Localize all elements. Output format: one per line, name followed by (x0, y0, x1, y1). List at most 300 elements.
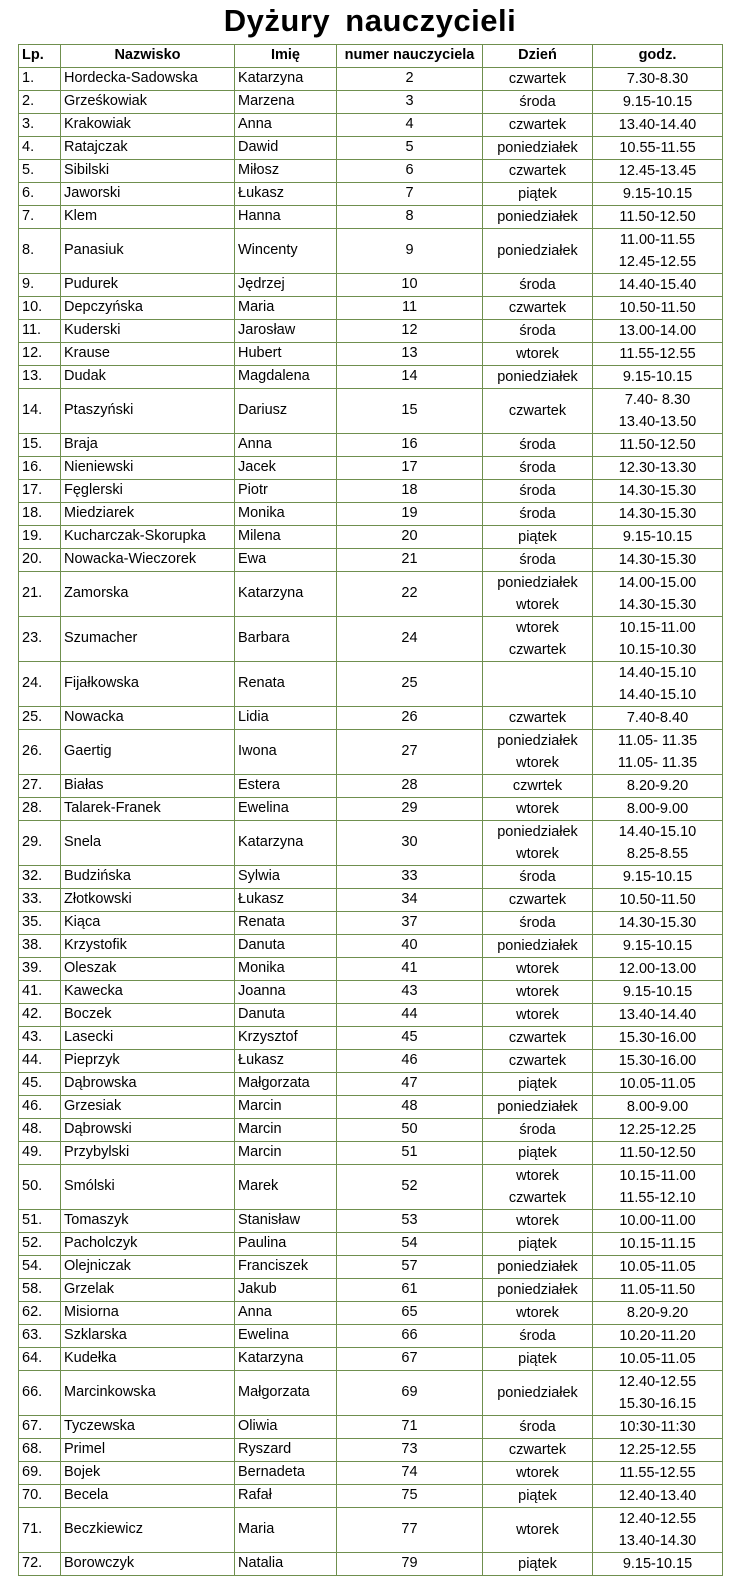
cell-godz-line: 13.40-14.40 (618, 116, 697, 133)
cell-dzien (483, 1438, 593, 1461)
cell-dzien-line: piątek (518, 1555, 557, 1572)
cell-imie: Marzena (235, 90, 337, 113)
cell-dzien-line: wtorek (516, 845, 559, 862)
cell-imie: Piotr (235, 479, 337, 502)
cell-godz-line: 13.40-14.30 (618, 1532, 697, 1549)
cell-imie: Sylwia (235, 865, 337, 888)
cell-imie: Stanisław (235, 1209, 337, 1232)
cell-godz (593, 1255, 723, 1278)
cell-numer: 46 (337, 1049, 483, 1072)
cell-imie: Anna (235, 113, 337, 136)
cell-imie: Dariusz (235, 388, 337, 433)
cell-numer: 67 (337, 1347, 483, 1370)
table-row (19, 1278, 723, 1301)
cell-dzien (483, 228, 593, 273)
cell-dzien (483, 456, 593, 479)
cell-numer: 24 (337, 616, 483, 661)
cell-godz (593, 1552, 723, 1575)
cell-godz-line: 8.00-9.00 (626, 800, 689, 817)
cell-imie: Iwona (235, 729, 337, 774)
cell-numer: 30 (337, 820, 483, 865)
cell-godz (593, 456, 723, 479)
cell-nazwisko: Złotkowski (61, 888, 235, 911)
cell-lp: 33. (19, 888, 61, 911)
cell-imie: Monika (235, 502, 337, 525)
cell-dzien (483, 888, 593, 911)
cell-godz (593, 934, 723, 957)
cell-dzien (483, 797, 593, 820)
cell-godz-line: 10.05-11.05 (619, 1350, 696, 1367)
cell-imie: Monika (235, 957, 337, 980)
cell-nazwisko: Nieniewski (61, 456, 235, 479)
cell-imie: Joanna (235, 980, 337, 1003)
cell-numer: 33 (337, 865, 483, 888)
cell-dzien-line: poniedziałek (497, 1281, 578, 1298)
cell-dzien-line: czwrtek (512, 777, 563, 794)
cell-imie: Bernadeta (235, 1461, 337, 1484)
cell-dzien-line: piątek (518, 1075, 557, 1092)
cell-godz (593, 205, 723, 228)
cell-godz (593, 1164, 723, 1209)
cell-numer: 40 (337, 934, 483, 957)
cell-godz-line: 11.55-12.55 (619, 345, 696, 362)
table-row (19, 957, 723, 980)
cell-dzien (483, 365, 593, 388)
cell-godz (593, 774, 723, 797)
cell-lp: 44. (19, 1049, 61, 1072)
cell-dzien (483, 774, 593, 797)
cell-dzien-line: czwartek (508, 70, 567, 87)
cell-godz-line: 11.05-11.50 (619, 1281, 696, 1298)
cell-dzien (483, 1415, 593, 1438)
cell-lp: 13. (19, 365, 61, 388)
cell-godz (593, 1461, 723, 1484)
cell-dzien (483, 1370, 593, 1415)
cell-lp: 2. (19, 90, 61, 113)
cell-dzien (483, 865, 593, 888)
cell-imie: Marcin (235, 1118, 337, 1141)
cell-godz (593, 797, 723, 820)
table-row (19, 820, 723, 865)
cell-godz (593, 1484, 723, 1507)
cell-dzien-line: środa (519, 1418, 556, 1435)
cell-dzien-line: środa (519, 1121, 556, 1138)
cell-lp: 67. (19, 1415, 61, 1438)
cell-dzien (483, 159, 593, 182)
cell-godz-line: 12.25-12.55 (618, 1441, 697, 1458)
table-row (19, 1484, 723, 1507)
cell-dzien-line: środa (519, 436, 556, 453)
table-row (19, 1049, 723, 1072)
cell-imie: Katarzyna (235, 1347, 337, 1370)
cell-numer: 61 (337, 1278, 483, 1301)
cell-imie: Danuta (235, 934, 337, 957)
cell-godz-line: 9.15-10.15 (622, 368, 693, 385)
header-imie: Imię (235, 45, 337, 68)
cell-godz (593, 1003, 723, 1026)
cell-nazwisko: Depczyńska (61, 296, 235, 319)
cell-lp: 7. (19, 205, 61, 228)
cell-numer: 43 (337, 980, 483, 1003)
cell-lp: 1. (19, 67, 61, 90)
cell-lp: 25. (19, 706, 61, 729)
cell-godz (593, 319, 723, 342)
cell-dzien-line: piątek (518, 185, 557, 202)
table-row (19, 706, 723, 729)
cell-dzien (483, 1095, 593, 1118)
cell-godz (593, 1209, 723, 1232)
cell-godz (593, 911, 723, 934)
cell-dzien (483, 182, 593, 205)
cell-godz-line: 14.40-15.10 (618, 686, 697, 703)
cell-dzien-line: piątek (518, 1235, 557, 1252)
table-row (19, 1370, 723, 1415)
cell-nazwisko: Krzystofik (61, 934, 235, 957)
cell-dzien (483, 1026, 593, 1049)
cell-numer: 5 (337, 136, 483, 159)
cell-dzien (483, 502, 593, 525)
cell-dzien-line: piątek (518, 1487, 557, 1504)
cell-nazwisko: Lasecki (61, 1026, 235, 1049)
cell-nazwisko: Talarek-Franek (61, 797, 235, 820)
cell-nazwisko: Misiorna (61, 1301, 235, 1324)
cell-godz-line: 10.55-11.55 (619, 139, 696, 156)
cell-imie: Estera (235, 774, 337, 797)
cell-dzien (483, 571, 593, 616)
cell-dzien (483, 1255, 593, 1278)
cell-dzien (483, 1232, 593, 1255)
cell-lp: 35. (19, 911, 61, 934)
cell-nazwisko: Nowacka-Wieczorek (61, 548, 235, 571)
cell-godz (593, 525, 723, 548)
table-row (19, 729, 723, 774)
cell-godz (593, 342, 723, 365)
cell-godz (593, 1324, 723, 1347)
cell-lp: 5. (19, 159, 61, 182)
cell-godz (593, 1118, 723, 1141)
table-row (19, 159, 723, 182)
cell-nazwisko: Zamorska (61, 571, 235, 616)
table-row (19, 797, 723, 820)
cell-godz-line: 7.40- 8.30 (624, 391, 691, 408)
cell-dzien-line: piątek (518, 528, 557, 545)
cell-godz (593, 365, 723, 388)
cell-dzien-line: wtorek (516, 1006, 559, 1023)
cell-dzien (483, 661, 593, 706)
cell-imie: Łukasz (235, 1049, 337, 1072)
table-row (19, 479, 723, 502)
cell-imie: Katarzyna (235, 820, 337, 865)
cell-godz (593, 1347, 723, 1370)
cell-numer: 37 (337, 911, 483, 934)
table-row (19, 1438, 723, 1461)
cell-nazwisko: Szklarska (61, 1324, 235, 1347)
cell-godz-line: 10.20-11.20 (619, 1327, 696, 1344)
cell-dzien (483, 1278, 593, 1301)
cell-godz-line: 10.50-11.50 (619, 299, 696, 316)
cell-dzien-line: wtorek (516, 596, 559, 613)
cell-nazwisko: Fęglerski (61, 479, 235, 502)
cell-dzien-line: środa (519, 1327, 556, 1344)
cell-dzien-line: czwartek (508, 299, 567, 316)
cell-numer: 50 (337, 1118, 483, 1141)
cell-numer: 48 (337, 1095, 483, 1118)
cell-numer: 12 (337, 319, 483, 342)
cell-nazwisko: Panasiuk (61, 228, 235, 273)
cell-imie: Magdalena (235, 365, 337, 388)
cell-godz-line: 14.00-15.00 (618, 574, 697, 591)
cell-nazwisko: Pieprzyk (61, 1049, 235, 1072)
cell-numer: 69 (337, 1370, 483, 1415)
cell-lp: 11. (19, 319, 61, 342)
cell-dzien-line: czwartek (508, 709, 567, 726)
table-row (19, 136, 723, 159)
cell-lp: 49. (19, 1141, 61, 1164)
cell-dzien (483, 980, 593, 1003)
cell-godz-line: 10:30-11:30 (619, 1418, 696, 1435)
cell-godz-line: 12.25-12.25 (618, 1121, 697, 1138)
cell-imie: Anna (235, 1301, 337, 1324)
cell-lp: 51. (19, 1209, 61, 1232)
table-row (19, 774, 723, 797)
cell-imie: Łukasz (235, 888, 337, 911)
cell-godz-line: 12.45-12.55 (618, 253, 697, 270)
table-row (19, 888, 723, 911)
page-title (0, 0, 740, 42)
cell-numer: 6 (337, 159, 483, 182)
cell-godz (593, 1026, 723, 1049)
cell-godz (593, 729, 723, 774)
cell-imie: Maria (235, 1507, 337, 1552)
cell-numer: 71 (337, 1415, 483, 1438)
cell-dzien-line: środa (519, 459, 556, 476)
cell-nazwisko: Dąbrowski (61, 1118, 235, 1141)
cell-nazwisko: Tomaszyk (61, 1209, 235, 1232)
cell-lp: 66. (19, 1370, 61, 1415)
cell-dzien-line: poniedziałek (497, 1258, 578, 1275)
cell-numer: 14 (337, 365, 483, 388)
cell-godz (593, 865, 723, 888)
cell-dzien (483, 433, 593, 456)
cell-godz-line: 9.15-10.15 (622, 185, 693, 202)
cell-lp: 8. (19, 228, 61, 273)
cell-numer: 74 (337, 1461, 483, 1484)
cell-dzien-line: czwartek (508, 402, 567, 419)
cell-numer: 22 (337, 571, 483, 616)
cell-numer: 66 (337, 1324, 483, 1347)
cell-lp: 41. (19, 980, 61, 1003)
cell-godz (593, 502, 723, 525)
cell-godz-line: 14.30-15.30 (618, 505, 697, 522)
cell-dzien-line: środa (519, 322, 556, 339)
cell-nazwisko: Dąbrowska (61, 1072, 235, 1095)
cell-godz (593, 388, 723, 433)
cell-dzien (483, 388, 593, 433)
cell-dzien-line: czwartek (508, 641, 567, 658)
cell-godz-line: 10.15-11.00 (619, 1167, 696, 1184)
cell-godz-line: 11.50-12.50 (619, 436, 696, 453)
cell-lp: 18. (19, 502, 61, 525)
table-row (19, 1461, 723, 1484)
cell-imie: Oliwia (235, 1415, 337, 1438)
cell-dzien-line: wtorek (516, 619, 559, 636)
table-row (19, 1118, 723, 1141)
table-row (19, 502, 723, 525)
cell-imie: Łukasz (235, 182, 337, 205)
cell-godz-line: 9.15-10.15 (622, 937, 693, 954)
cell-dzien-line: środa (519, 482, 556, 499)
cell-numer: 79 (337, 1552, 483, 1575)
table-row (19, 525, 723, 548)
cell-imie: Marek (235, 1164, 337, 1209)
cell-dzien-line: piątek (518, 1350, 557, 1367)
cell-imie: Renata (235, 661, 337, 706)
cell-imie: Milena (235, 525, 337, 548)
header-godz: godz. (593, 45, 723, 68)
cell-dzien (483, 1209, 593, 1232)
cell-godz-line: 15.30-16.00 (618, 1029, 697, 1046)
cell-godz (593, 228, 723, 273)
cell-imie: Barbara (235, 616, 337, 661)
cell-godz-line: 11.50-12.50 (619, 208, 696, 225)
cell-numer: 10 (337, 273, 483, 296)
table-row (19, 113, 723, 136)
cell-lp: 4. (19, 136, 61, 159)
cell-dzien-line: czwartek (508, 1052, 567, 1069)
cell-numer: 52 (337, 1164, 483, 1209)
cell-godz-line: 14.30-15.30 (618, 914, 697, 931)
cell-godz (593, 957, 723, 980)
cell-godz (593, 433, 723, 456)
cell-imie: Natalia (235, 1552, 337, 1575)
cell-godz (593, 1141, 723, 1164)
cell-dzien (483, 548, 593, 571)
cell-imie: Danuta (235, 1003, 337, 1026)
cell-dzien (483, 479, 593, 502)
cell-dzien (483, 205, 593, 228)
cell-godz (593, 1438, 723, 1461)
header-numer: numer nauczyciela (337, 45, 483, 68)
cell-godz (593, 90, 723, 113)
cell-dzien-line: wtorek (516, 754, 559, 771)
cell-imie: Marcin (235, 1095, 337, 1118)
cell-godz-line: 8.20-9.20 (626, 777, 689, 794)
cell-godz-line: 10.15-11.00 (619, 619, 696, 636)
cell-lp: 63. (19, 1324, 61, 1347)
cell-godz-line: 11.55-12.10 (619, 1189, 696, 1206)
cell-godz-line: 11.05- 11.35 (617, 732, 698, 749)
table-row (19, 1347, 723, 1370)
cell-lp: 20. (19, 548, 61, 571)
cell-numer: 45 (337, 1026, 483, 1049)
cell-lp: 12. (19, 342, 61, 365)
cell-dzien-line: czwartek (508, 891, 567, 908)
cell-imie: Ewa (235, 548, 337, 571)
cell-lp: 3. (19, 113, 61, 136)
cell-godz (593, 548, 723, 571)
cell-godz-line: 9.15-10.15 (622, 1555, 693, 1572)
cell-lp: 29. (19, 820, 61, 865)
cell-numer: 28 (337, 774, 483, 797)
cell-dzien-line: wtorek (516, 1304, 559, 1321)
cell-godz (593, 136, 723, 159)
cell-dzien-line: wtorek (516, 1167, 559, 1184)
cell-numer: 8 (337, 205, 483, 228)
cell-imie: Miłosz (235, 159, 337, 182)
cell-godz-line: 8.20-9.20 (626, 1304, 689, 1321)
cell-godz (593, 980, 723, 1003)
cell-nazwisko: Szumacher (61, 616, 235, 661)
cell-imie: Renata (235, 911, 337, 934)
duty-table (18, 44, 723, 1576)
cell-lp: 32. (19, 865, 61, 888)
cell-dzien-line: wtorek (516, 1212, 559, 1229)
cell-nazwisko: Grzelak (61, 1278, 235, 1301)
table-row (19, 433, 723, 456)
cell-numer: 27 (337, 729, 483, 774)
cell-godz-line: 10.15-10.30 (618, 641, 697, 658)
cell-nazwisko: Primel (61, 1438, 235, 1461)
table-row (19, 319, 723, 342)
cell-lp: 38. (19, 934, 61, 957)
table-row (19, 228, 723, 273)
cell-dzien (483, 1324, 593, 1347)
cell-godz-line: 10.05-11.05 (619, 1258, 696, 1275)
cell-dzien (483, 1301, 593, 1324)
cell-dzien (483, 1484, 593, 1507)
cell-dzien (483, 90, 593, 113)
cell-godz-line: 7.40-8.40 (626, 709, 689, 726)
cell-godz (593, 113, 723, 136)
cell-lp: 14. (19, 388, 61, 433)
cell-dzien (483, 616, 593, 661)
cell-lp: 6. (19, 182, 61, 205)
cell-godz-line: 12.00-13.00 (618, 960, 697, 977)
cell-numer: 4 (337, 113, 483, 136)
cell-lp: 28. (19, 797, 61, 820)
cell-nazwisko: Klem (61, 205, 235, 228)
cell-godz (593, 67, 723, 90)
cell-dzien-line: wtorek (516, 960, 559, 977)
cell-numer: 2 (337, 67, 483, 90)
table-row (19, 1003, 723, 1026)
cell-godz (593, 1072, 723, 1095)
cell-dzien (483, 934, 593, 957)
cell-imie: Jacek (235, 456, 337, 479)
cell-lp: 19. (19, 525, 61, 548)
cell-imie: Lidia (235, 706, 337, 729)
cell-lp: 62. (19, 1301, 61, 1324)
cell-numer: 25 (337, 661, 483, 706)
cell-lp: 16. (19, 456, 61, 479)
cell-dzien (483, 957, 593, 980)
cell-dzien (483, 706, 593, 729)
cell-imie: Wincenty (235, 228, 337, 273)
cell-lp: 69. (19, 1461, 61, 1484)
cell-nazwisko: Nowacka (61, 706, 235, 729)
cell-godz (593, 661, 723, 706)
cell-godz-line: 12.40-13.40 (618, 1487, 697, 1504)
cell-dzien (483, 319, 593, 342)
cell-dzien (483, 1164, 593, 1209)
cell-imie: Krzysztof (235, 1026, 337, 1049)
cell-dzien-line: środa (519, 868, 556, 885)
cell-imie: Małgorzata (235, 1072, 337, 1095)
cell-imie: Dawid (235, 136, 337, 159)
table-row (19, 1324, 723, 1347)
cell-imie: Marcin (235, 1141, 337, 1164)
cell-dzien-line: poniedziałek (497, 937, 578, 954)
